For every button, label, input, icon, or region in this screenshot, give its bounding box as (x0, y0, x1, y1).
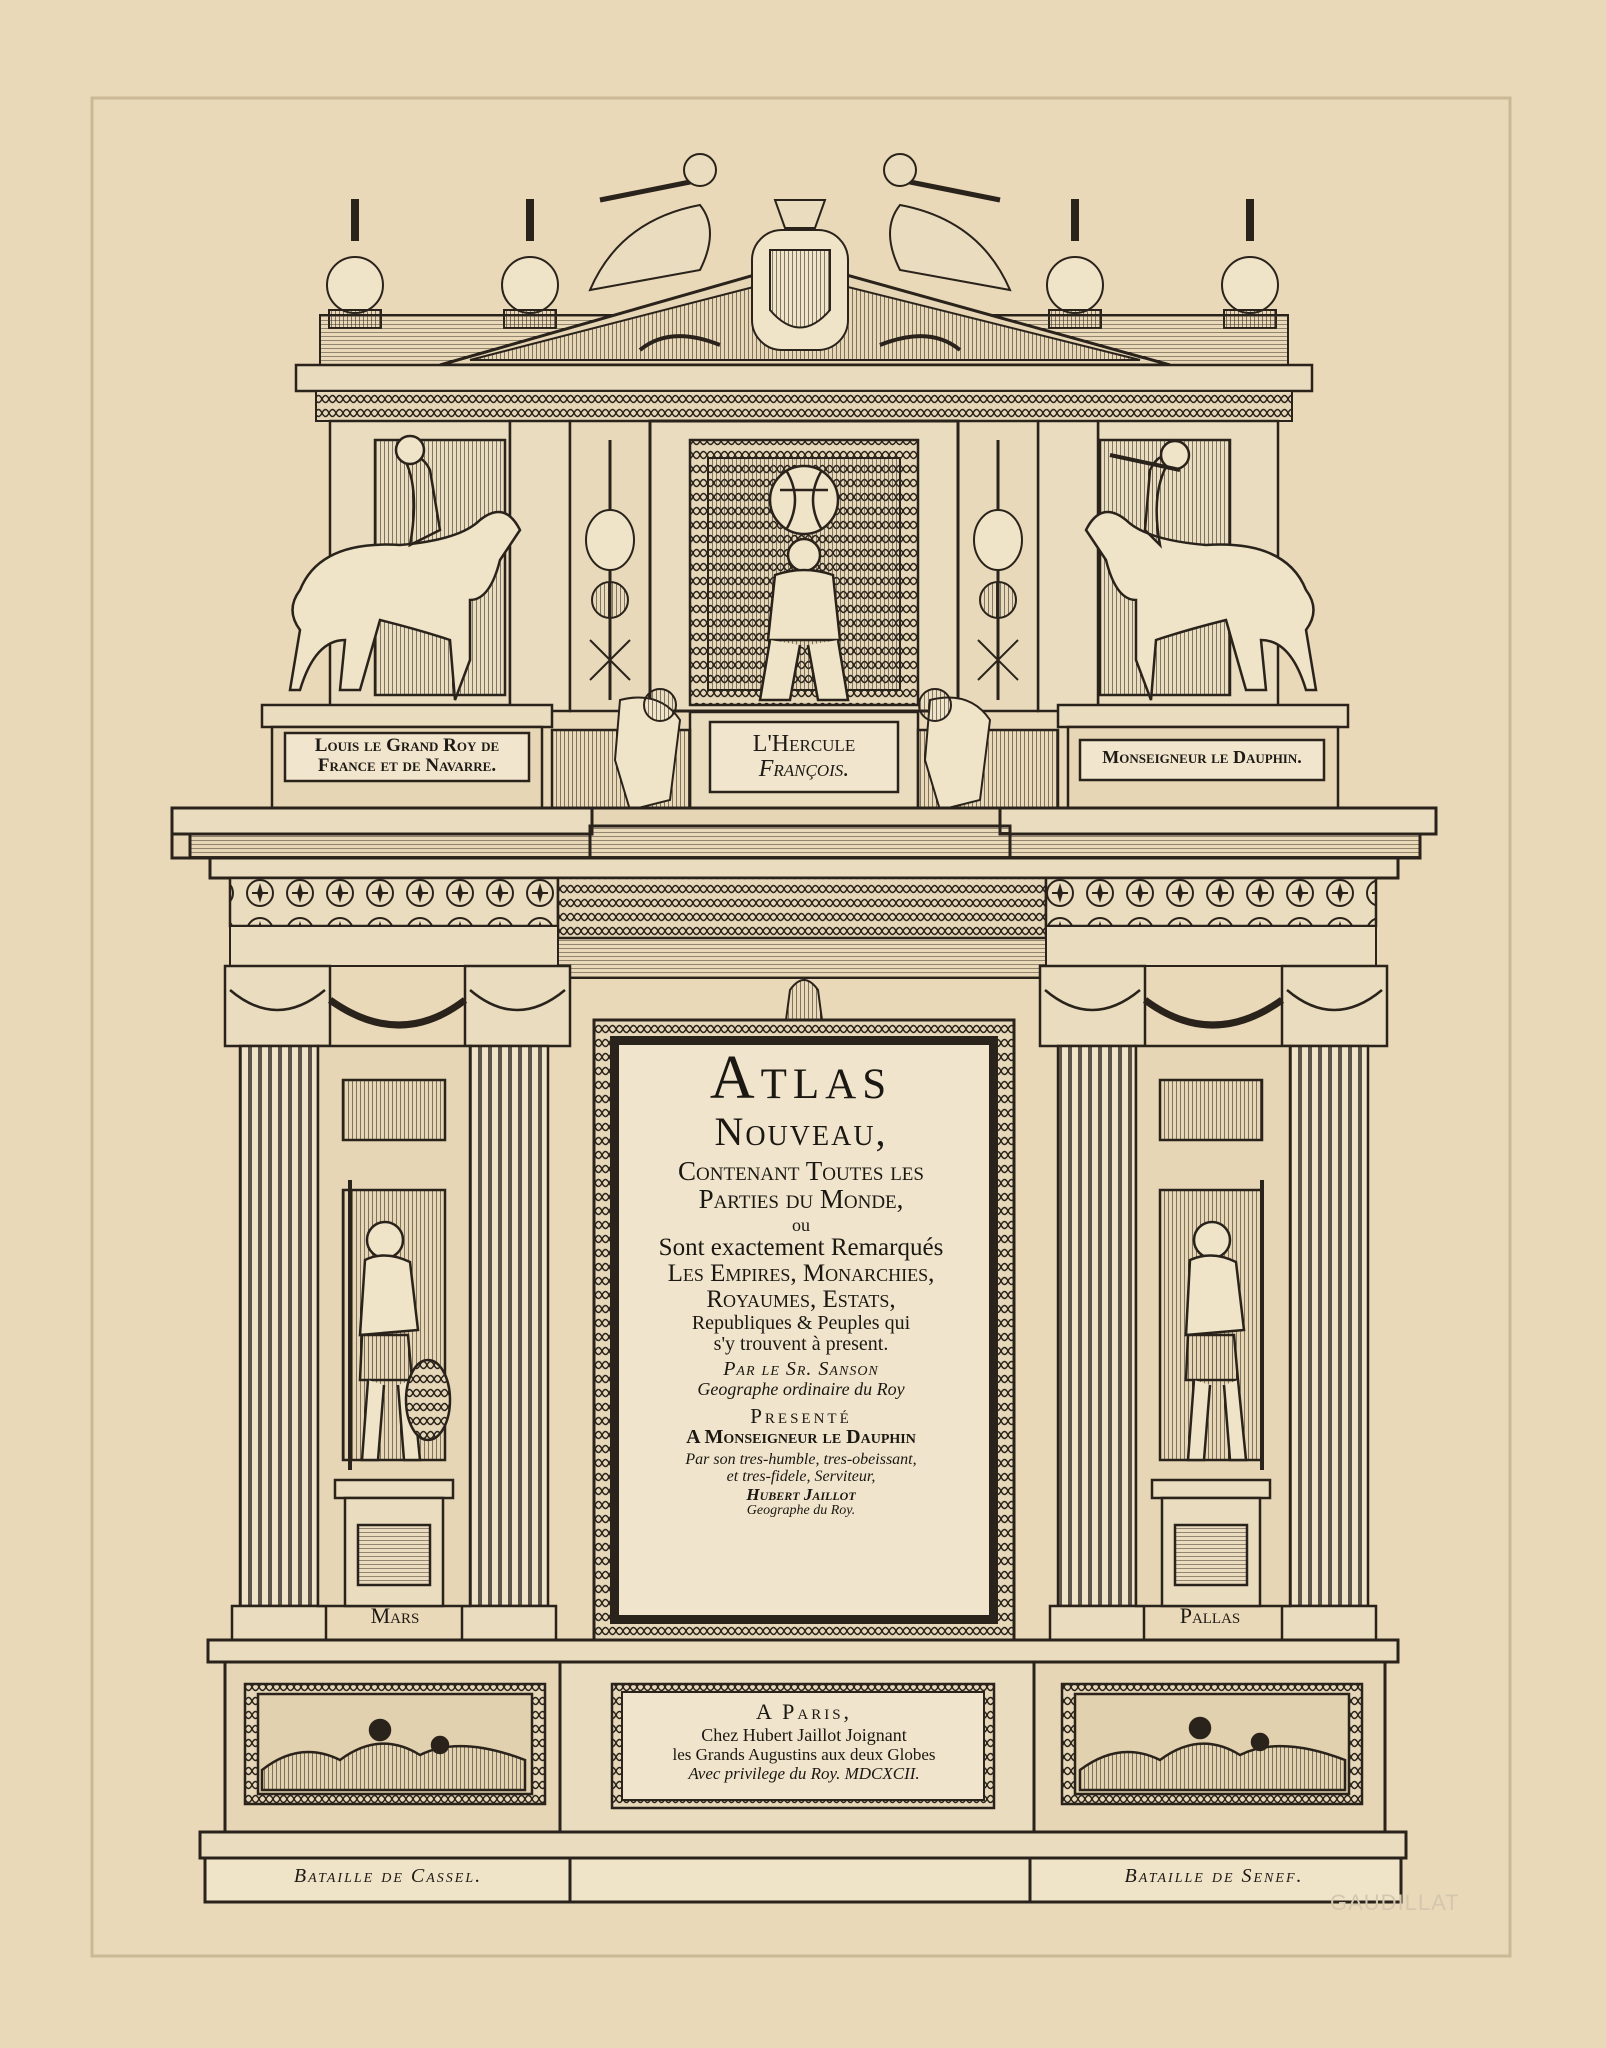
imprint-augustins: les Grands Augustins aux deux Globes (672, 1744, 936, 1764)
title-line-republiques: Republiques & Peuples qui (691, 1312, 911, 1335)
title-atlas: Atlas (709, 1044, 893, 1112)
title-line-sont: Sont exactement Remarqués (658, 1233, 944, 1261)
battle-panel-left (245, 1684, 545, 1804)
battle-panel-right (1062, 1684, 1362, 1804)
pedestal-label-dauphin: Monseigneur le Dauphin. (1102, 747, 1302, 767)
imprint-privilege: Avec privilege du Roy. MDCXCII. (688, 1763, 920, 1783)
imprint-paris: A Paris, (755, 1699, 853, 1724)
battle-caption-senef: Bataille de Senef. (1124, 1865, 1304, 1887)
title-line-contenant: Contenant Toutes les (678, 1156, 924, 1187)
title-line-present: s'y trouvent à present. (713, 1333, 889, 1356)
pedestal-label-hercule-line2: François. (758, 756, 850, 783)
pedestal-label-louis-line1: Louis le Grand Roy de (314, 735, 500, 756)
title-line-ou: ou (792, 1214, 810, 1235)
title-nouveau: Nouveau, (714, 1109, 888, 1155)
title-line-serviteur: et tres-fidele, Serviteur, (726, 1468, 876, 1486)
battle-caption-cassel: Bataille de Cassel. (293, 1865, 483, 1887)
title-line-parties: Parties du Monde, (698, 1184, 904, 1215)
statue-label-pallas: Pallas (1179, 1603, 1241, 1628)
pedestal-label-louis-line2: France et de Navarre. (317, 754, 497, 776)
title-line-empires: Les Empires, Monarchies, (667, 1259, 935, 1287)
pedestal-label-hercule (712, 732, 896, 782)
statue-label-mars: Mars (370, 1603, 420, 1628)
title-line-presente: Presenté (750, 1404, 852, 1429)
pedestal-label-louis (288, 736, 526, 776)
title-line-royaumes: Royaumes, Estats, (706, 1286, 896, 1314)
title-line-jaillot: Hubert Jaillot (746, 1484, 856, 1504)
title-line-geographe: Geographe ordinaire du Roy (697, 1379, 905, 1400)
imprint-chez: Chez Hubert Jaillot Joignant (701, 1724, 907, 1745)
title-line-monseigneur: A Monseigneur le Dauphin (686, 1426, 916, 1449)
imprint-cartouche (630, 1694, 978, 1802)
pedestal-label-hercule-line1: L'Hercule (752, 731, 856, 757)
title-line-geographe-roy: Geographe du Roy. (746, 1502, 856, 1518)
collector-stamp: GAUDILLAT (1330, 1890, 1460, 1915)
title-line-sanson: Par le Sr. Sanson (723, 1358, 879, 1381)
title-line-tres-humble: Par son tres-humble, tres-obeissant, (685, 1451, 917, 1469)
title-cartouche (634, 1046, 968, 1606)
